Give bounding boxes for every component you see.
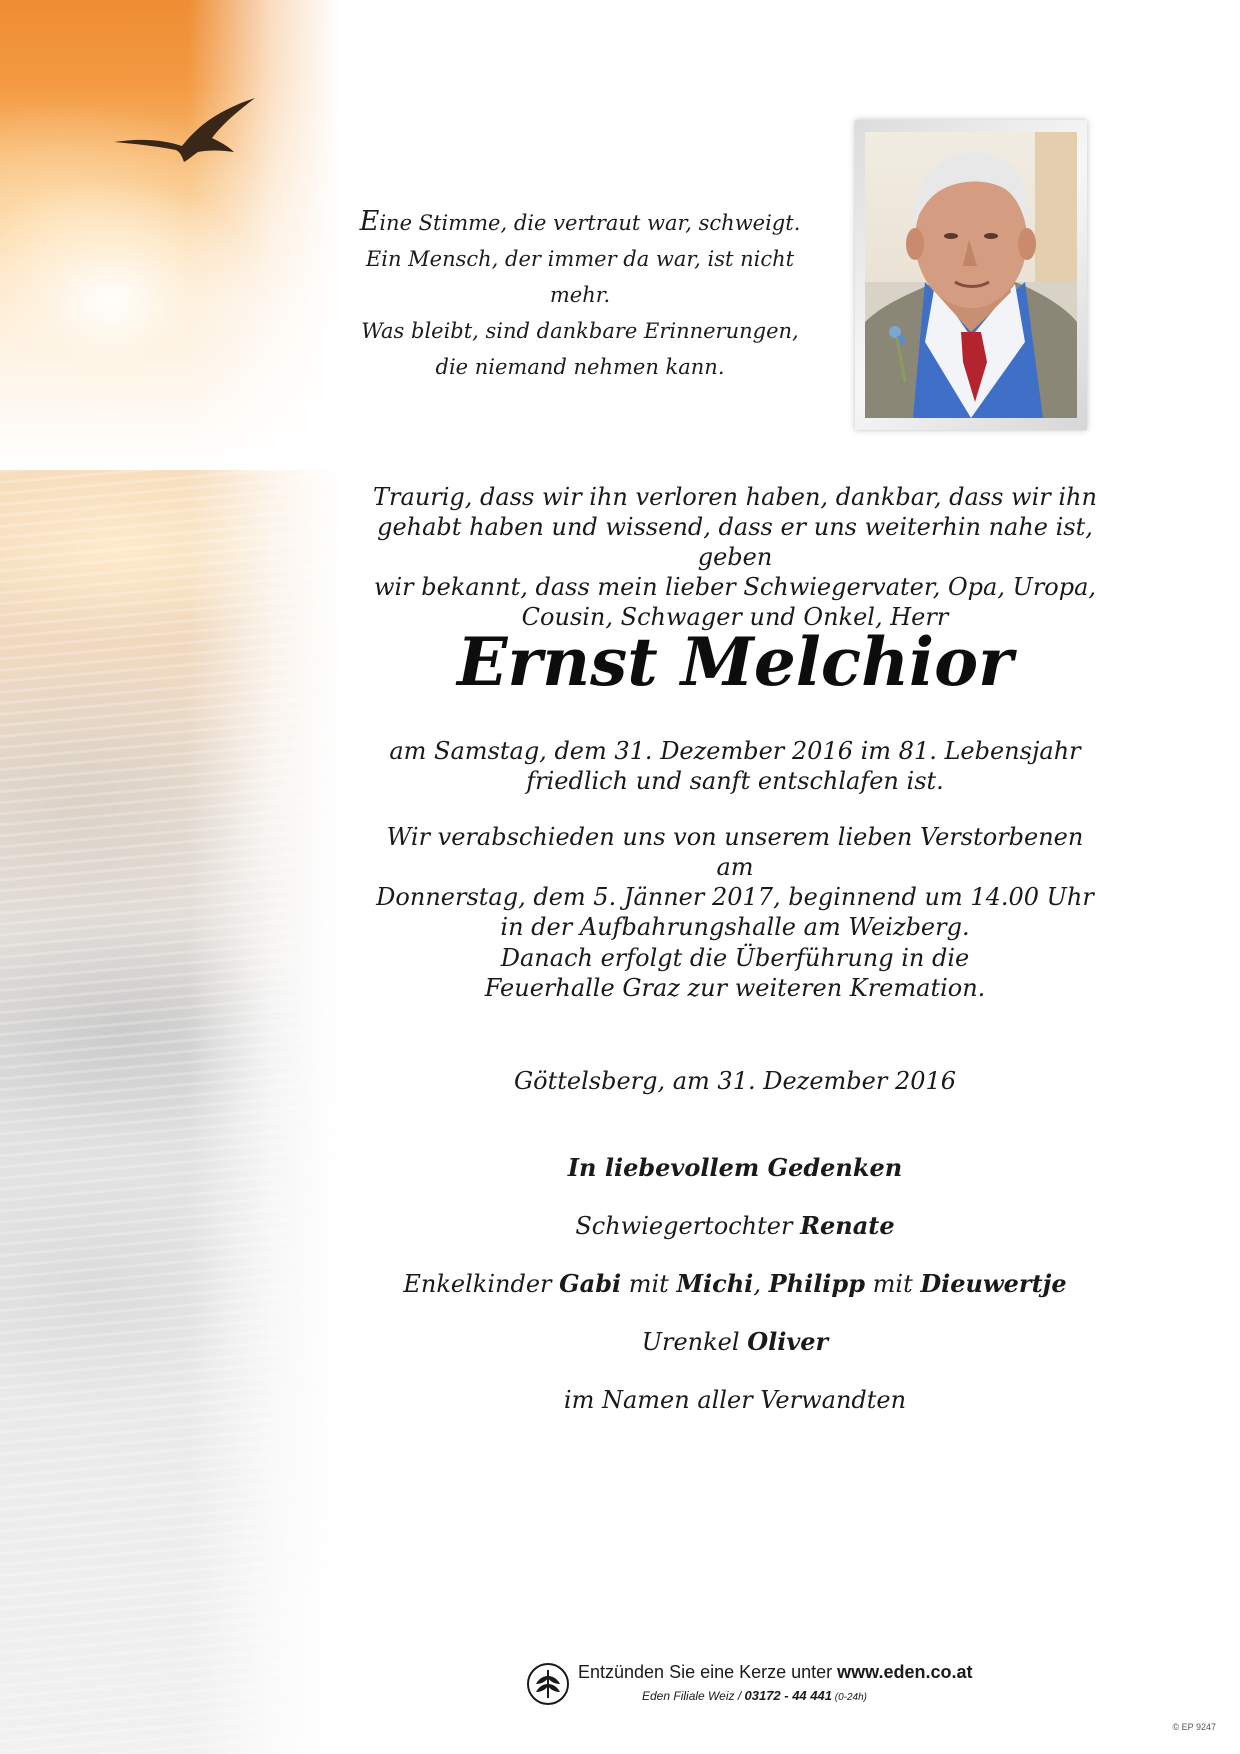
bird-silhouette-icon [112,98,257,168]
deceased-name: Ernst Melchior [457,623,1013,701]
intro-line-4: Cousin, Schwager und Onkel, Herr [521,603,949,631]
reference-code: © EP 9247 [1172,1722,1216,1732]
farewell-line-3: in der Aufbahrungshalle am Weizberg. [500,913,970,941]
farewell-line-2: Donnerstag, dem 5. Jänner 2017, beginnend um 14.00 Uhr [376,883,1094,911]
side-fade [0,0,340,1754]
mourner-grandchildren: Enkelkinder Gabi mit Michi, Philipp mit Dieuwertje [403,1269,1067,1298]
farewell-notice [370,822,1100,942]
mourner-great-grandchild: Urenkel Oliver [641,1327,829,1356]
mourners-heading-row [370,1153,1100,1211]
death-notice [370,736,1100,796]
memorial-poem [350,204,810,385]
intro-line-2: gehabt haben und wissend, dass er uns weiterhin nahe ist, geben [377,513,1093,571]
poem-line-3: Was bleibt, sind dankbare Erinnerungen, [361,319,799,343]
transfer-line-2: Feuerhalle Graz zur weiteren Kremation. [484,974,986,1002]
intro-line-3: wir bekannt, dass mein lieber Schwiegervater, Opa, Uropa, [373,573,1097,601]
poem-line-4: die niemand nehmen kann. [435,355,725,379]
announcement-intro [370,482,1100,632]
poem-line-1: Eine Stimme, die vertraut war, schweigt. [359,206,801,237]
portrait-frame [855,120,1087,430]
mourner-daughter-in-law: Schwiegertochter Renate [575,1211,895,1240]
side-background-art [0,0,340,1754]
mourners-list [370,1153,1100,1443]
mourners-heading: In liebevollem Gedenken [567,1153,903,1182]
branch-info: Eden Filiale Weiz / 03172 - 44 441 (0-24h) [642,1688,867,1703]
portrait-photo [865,132,1077,418]
transfer-notice [370,943,1100,1003]
poem-line-2: Ein Mensch, der immer da war, ist nicht mehr. [365,247,795,307]
place-and-date: Göttelsberg, am 31. Dezember 2016 [513,1067,957,1095]
leaf-emblem-icon [526,1662,570,1706]
footer-candle-notice [526,1660,973,1710]
transfer-line-1: Danach erfolgt die Überführung in die [500,944,970,972]
intro-line-1: Traurig, dass wir ihn verloren haben, dankbar, dass wir ihn [373,483,1097,511]
candle-text: Entzünden Sie eine Kerze unter www.eden.co.at [578,1662,973,1682]
portrait-illustration [865,132,1077,418]
poem-initial: E [359,206,380,237]
website-link[interactable]: www.eden.co.at [837,1662,973,1682]
death-line-2: friedlich und sanft entschlafen ist. [526,767,944,795]
farewell-line-1: Wir verabschieden uns von unserem lieben Verstorbenen am [386,823,1084,881]
phone-number: 03172 - 44 441 [744,1688,832,1703]
mourners-closing: im Namen aller Verwandten [563,1386,907,1414]
death-line-1: am Samstag, dem 31. Dezember 2016 im 81. Lebensjahr [389,737,1081,765]
